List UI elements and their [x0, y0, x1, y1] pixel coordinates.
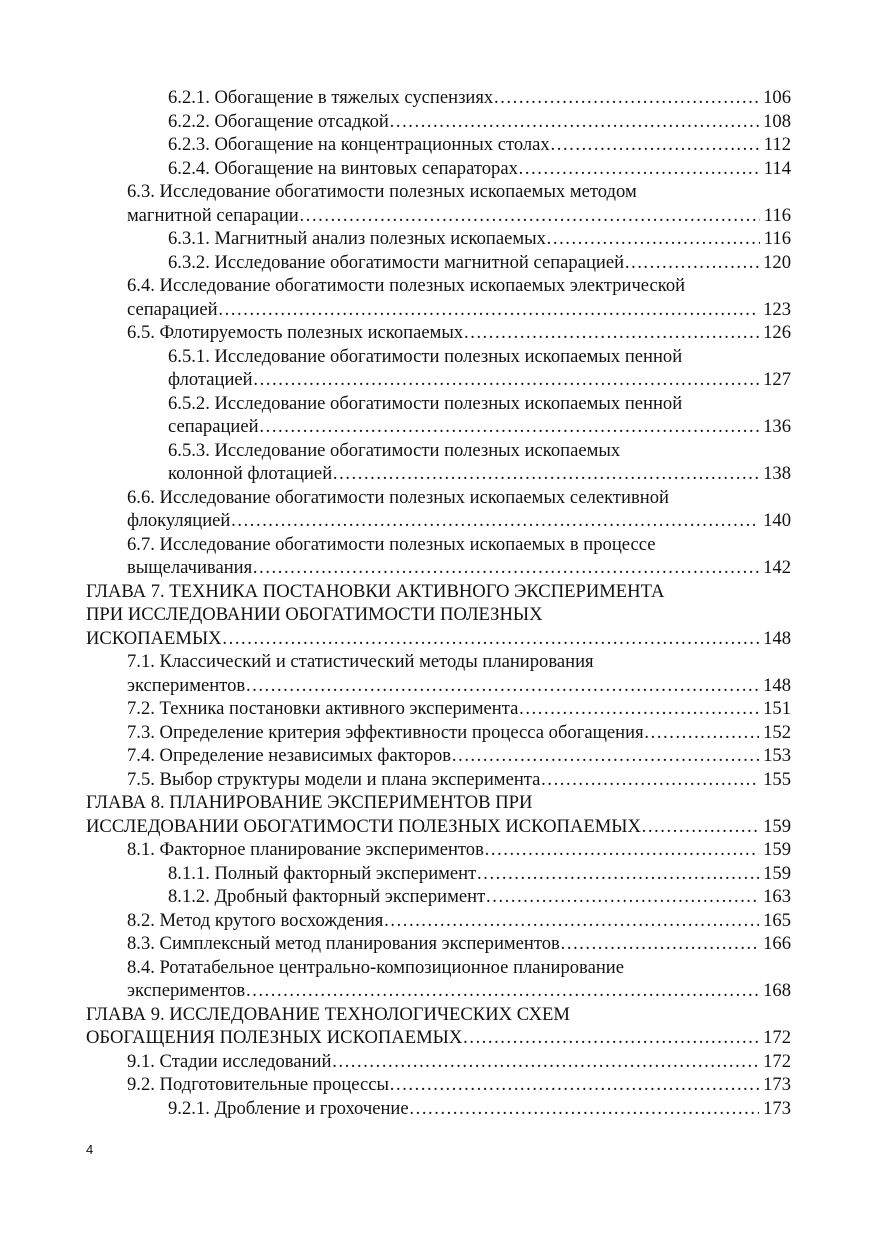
- toc-entry: [86, 885, 791, 909]
- toc-page-number: 112: [763, 134, 791, 155]
- toc-entry: [86, 791, 791, 838]
- toc-page-number: 166: [763, 933, 791, 954]
- toc-entry-title-line: 6.6. Исследование обогатимости полезных ископаемых селективной: [127, 486, 669, 508]
- dot-leader: [253, 368, 759, 392]
- toc-page-number: 114: [763, 157, 791, 179]
- toc-page-number: 173: [763, 1097, 791, 1119]
- toc-entry-title-line: 6.5.2. Исследование обогатимости полезных ископаемых пенной: [168, 392, 683, 414]
- toc-page-number: 159: [763, 862, 791, 884]
- toc-entry: [86, 486, 791, 533]
- dot-leader: [476, 862, 759, 886]
- toc-page-number: 120: [763, 251, 791, 273]
- toc-entry: [86, 932, 791, 956]
- toc-page-number: 106: [763, 87, 791, 108]
- toc-entry-title: 7.3. Определение критерия эффективности процесса обогащения: [127, 721, 644, 743]
- page-number: 4: [86, 1142, 94, 1157]
- toc-entry-title-line: 6.5.1. Исследование обогатимости полезных ископаемых пенной: [168, 345, 683, 367]
- toc-page-number: 172: [763, 1050, 791, 1072]
- toc-entry: [86, 744, 791, 768]
- toc-entry: [86, 580, 791, 651]
- toc-entry: [86, 227, 791, 251]
- toc-page-number: 148: [763, 627, 791, 649]
- toc-entry: [86, 862, 791, 886]
- toc-entry-title: 9.2. Подготовительные процессы: [127, 1074, 390, 1095]
- toc-page-number: 152: [763, 721, 791, 743]
- toc-entry-title: 9.2.1. Дробление и грохочение: [168, 1097, 409, 1119]
- dot-leader: [299, 204, 760, 228]
- dot-leader: [218, 298, 760, 322]
- toc-page-number: 153: [763, 745, 791, 766]
- toc-entry-title: экспериментов: [127, 674, 246, 696]
- toc-page-number: 127: [763, 369, 791, 390]
- dot-leader: [560, 932, 759, 956]
- toc-entry-title-line: ГЛАВА 7. ТЕХНИКА ПОСТАНОВКИ АКТИВНОГО ЭКСПЕРИМЕНТА: [86, 580, 665, 602]
- dot-leader: [252, 556, 759, 580]
- toc-entry: [86, 909, 791, 933]
- toc-entry: [86, 392, 791, 439]
- toc-entry-title: 8.2. Метод крутого восхождения: [127, 909, 384, 931]
- dot-leader: [451, 744, 759, 768]
- toc-page-number: 173: [763, 1074, 791, 1095]
- toc-entry: [86, 133, 791, 157]
- toc-entry-title: 6.3.2. Исследование обогатимости магнитной сепарацией: [168, 251, 625, 273]
- dot-leader: [546, 227, 760, 251]
- dot-leader: [230, 509, 759, 533]
- toc-entry-title: 6.5. Флотируемость полезных ископаемых: [127, 322, 464, 343]
- toc-entry-title: экспериментов: [127, 980, 246, 1001]
- toc-entry-title: сепарацией: [168, 416, 259, 437]
- toc-entry: [86, 1050, 791, 1074]
- toc-entry-title: 8.1.2. Дробный факторный эксперимент: [168, 886, 486, 907]
- dot-leader: [245, 979, 759, 1003]
- dot-leader: [624, 251, 759, 275]
- toc-entry-title: 8.1. Факторное планирование экспериментов: [127, 839, 484, 860]
- toc-entry-title: 7.5. Выбор структуры модели и плана эксперимента: [127, 768, 541, 790]
- toc-page-number: 168: [763, 980, 791, 1001]
- dot-leader: [518, 697, 759, 721]
- dot-leader: [389, 110, 759, 134]
- toc-entry-title: 9.1. Стадии исследований: [127, 1050, 332, 1072]
- toc-entry-title-line: 7.1. Классический и статистический методы планирования: [127, 651, 594, 672]
- toc-entry: [86, 838, 791, 862]
- toc-entry-title: ОБОГАЩЕНИЯ ПОЛЕЗНЫХ ИСКОПАЕМЫХ: [86, 1027, 463, 1048]
- toc-entry: [86, 533, 791, 580]
- toc-page-number: 108: [763, 110, 791, 132]
- toc-entry-title: 6.2.4. Обогащение на винтовых сепараторах: [168, 157, 518, 179]
- dot-leader: [389, 1073, 759, 1097]
- toc-entry-title: 8.3. Симплексный метод планирования экспериментов: [127, 933, 560, 954]
- toc-page-number: 126: [763, 322, 791, 343]
- dot-leader: [331, 1050, 759, 1074]
- dot-leader: [409, 1097, 759, 1121]
- dot-leader: [259, 415, 760, 439]
- toc-entry-title: 6.3.1. Магнитный анализ полезных ископаемых: [168, 228, 546, 249]
- toc-entry-title: флотацией: [168, 369, 253, 390]
- dot-leader: [493, 86, 759, 110]
- dot-leader: [540, 768, 759, 792]
- table-of-contents: [86, 86, 791, 1120]
- toc-entry: [86, 1097, 791, 1121]
- toc-page-number: 116: [763, 228, 791, 249]
- toc-page-number: 163: [763, 886, 791, 907]
- toc-entry: [86, 251, 791, 275]
- toc-entry-title: магнитной сепарации: [127, 204, 299, 226]
- toc-page-number: 116: [763, 204, 791, 226]
- toc-entry: [86, 321, 791, 345]
- toc-entry: [86, 274, 791, 321]
- toc-entry: [86, 439, 791, 486]
- toc-entry-title: колонной флотацией: [168, 463, 333, 484]
- dot-leader: [332, 462, 759, 486]
- toc-entry: [86, 1073, 791, 1097]
- toc-page-number: 172: [763, 1027, 791, 1048]
- dot-leader: [518, 157, 760, 181]
- toc-entry-title: 7.2. Техника постановки активного эксперимента: [127, 698, 519, 719]
- toc-page-number: 136: [763, 416, 791, 437]
- toc-page-number: 123: [763, 298, 791, 320]
- toc-entry-title: ИСКОПАЕМЫХ: [86, 627, 222, 649]
- dot-leader: [463, 321, 759, 345]
- toc-entry-title-line: ГЛАВА 9. ИССЛЕДОВАНИЕ ТЕХНОЛОГИЧЕСКИХ СХЕМ: [86, 1003, 570, 1025]
- toc-entry-title: выщелачивания: [127, 557, 253, 578]
- dot-leader: [462, 1026, 759, 1050]
- dot-leader: [644, 721, 759, 745]
- toc-entry-title: ИССЛЕДОВАНИИ ОБОГАТИМОСТИ ПОЛЕЗНЫХ ИСКОПАЕМЫХ: [86, 815, 641, 837]
- toc-entry-title: 6.2.3. Обогащение на концентрационных столах: [168, 134, 550, 155]
- dot-leader: [484, 838, 759, 862]
- toc-entry-title: флокуляцией: [127, 510, 231, 531]
- toc-entry: [86, 345, 791, 392]
- toc-entry-title-line: 6.7. Исследование обогатимости полезных ископаемых в процессе: [127, 533, 656, 555]
- dot-leader: [245, 674, 759, 698]
- toc-page-number: 148: [763, 674, 791, 696]
- toc-page-number: 165: [763, 909, 791, 931]
- dot-leader: [383, 909, 759, 933]
- toc-entry: [86, 768, 791, 792]
- toc-entry-title: 6.2.1. Обогащение в тяжелых суспензиях: [168, 87, 494, 108]
- toc-entry: [86, 721, 791, 745]
- toc-entry-title-line: ПРИ ИССЛЕДОВАНИИ ОБОГАТИМОСТИ ПОЛЕЗНЫХ: [86, 604, 543, 625]
- toc-page-number: 159: [763, 839, 791, 860]
- toc-entry: [86, 110, 791, 134]
- toc-entry-title: 6.2.2. Обогащение отсадкой: [168, 110, 389, 132]
- toc-entry: [86, 180, 791, 227]
- toc-page-number: 138: [763, 463, 791, 484]
- toc-entry: [86, 86, 791, 110]
- dot-leader: [485, 885, 759, 909]
- toc-entry: [86, 157, 791, 181]
- toc-entry: [86, 1003, 791, 1050]
- toc-page-number: 140: [763, 510, 791, 531]
- toc-entry: [86, 650, 791, 697]
- toc-entry-title-line: 6.4. Исследование обогатимости полезных ископаемых электрической: [127, 275, 686, 296]
- toc-entry-title: сепарацией: [127, 298, 218, 320]
- toc-page-number: 159: [763, 815, 791, 837]
- dot-leader: [550, 133, 760, 157]
- dot-leader: [222, 627, 760, 651]
- toc-entry-title-line: 6.3. Исследование обогатимости полезных ископаемых методом: [127, 181, 637, 202]
- toc-entry: [86, 697, 791, 721]
- toc-entry-title-line: 6.5.3. Исследование обогатимости полезных ископаемых: [168, 439, 621, 461]
- toc-entry-title: 8.1.1. Полный факторный эксперимент: [168, 862, 477, 884]
- dot-leader: [641, 815, 759, 839]
- toc-entry: [86, 956, 791, 1003]
- toc-entry-title: 7.4. Определение независимых факторов: [127, 745, 452, 766]
- toc-page-number: 155: [763, 768, 791, 790]
- toc-entry-title-line: 8.4. Ротатабельное центрально-композиционное планирование: [127, 956, 625, 978]
- toc-page-number: 142: [763, 557, 791, 578]
- toc-page-number: 151: [763, 698, 791, 719]
- toc-entry-title-line: ГЛАВА 8. ПЛАНИРОВАНИЕ ЭКСПЕРИМЕНТОВ ПРИ: [86, 792, 533, 813]
